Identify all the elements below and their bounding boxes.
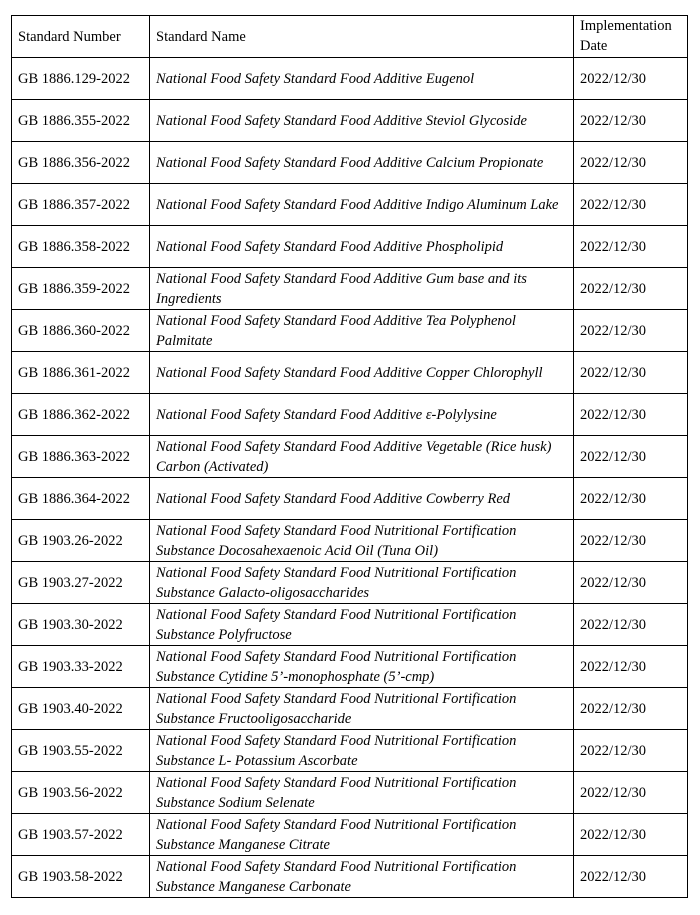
- implementation-date-cell: 2022/12/30: [574, 856, 688, 898]
- table-row: [12, 352, 688, 394]
- implementation-date-cell: 2022/12/30: [574, 100, 688, 142]
- standard-name-cell: National Food Safety Standard Food Nutritional Fortification Substance Manganese Carbonate: [150, 856, 574, 898]
- table-body: [12, 58, 688, 898]
- header-standard-number: Standard Number: [12, 16, 150, 58]
- implementation-date-cell: 2022/12/30: [574, 310, 688, 352]
- standard-name-cell: National Food Safety Standard Food Additive Tea Polyphenol Palmitate: [150, 310, 574, 352]
- implementation-date-cell: 2022/12/30: [574, 268, 688, 310]
- implementation-date-cell: 2022/12/30: [574, 814, 688, 856]
- implementation-date-cell: 2022/12/30: [574, 184, 688, 226]
- implementation-date-cell: 2022/12/30: [574, 646, 688, 688]
- standard-name-cell: National Food Safety Standard Food Additive Copper Chlorophyll: [150, 352, 574, 394]
- standard-name-cell: National Food Safety Standard Food Additive Cowberry Red: [150, 478, 574, 520]
- standard-number-cell: GB 1903.55-2022: [12, 730, 150, 772]
- standard-number-cell: GB 1903.30-2022: [12, 604, 150, 646]
- standard-name-cell: National Food Safety Standard Food Additive Indigo Aluminum Lake: [150, 184, 574, 226]
- standard-number-cell: GB 1886.358-2022: [12, 226, 150, 268]
- standard-name-cell: National Food Safety Standard Food Nutritional Fortification Substance Polyfructose: [150, 604, 574, 646]
- table-row: [12, 310, 688, 352]
- implementation-date-cell: 2022/12/30: [574, 226, 688, 268]
- standard-name-cell: National Food Safety Standard Food Additive Gum base and its Ingredients: [150, 268, 574, 310]
- table-row: [12, 226, 688, 268]
- standard-name-cell: National Food Safety Standard Food Additive Calcium Propionate: [150, 142, 574, 184]
- implementation-date-cell: 2022/12/30: [574, 436, 688, 478]
- implementation-date-cell: 2022/12/30: [574, 142, 688, 184]
- standard-name-cell: National Food Safety Standard Food Additive Phospholipid: [150, 226, 574, 268]
- implementation-date-cell: 2022/12/30: [574, 352, 688, 394]
- implementation-date-cell: 2022/12/30: [574, 394, 688, 436]
- table-row: [12, 730, 688, 772]
- standard-number-cell: GB 1886.357-2022: [12, 184, 150, 226]
- table-row: [12, 478, 688, 520]
- standard-number-cell: GB 1903.58-2022: [12, 856, 150, 898]
- standard-name-cell: National Food Safety Standard Food Additive Steviol Glycoside: [150, 100, 574, 142]
- table-row: [12, 268, 688, 310]
- standard-number-cell: GB 1886.129-2022: [12, 58, 150, 100]
- standard-name-cell: National Food Safety Standard Food Nutritional Fortification Substance Cytidine 5’-monophosphate (5’-cmp): [150, 646, 574, 688]
- standard-name-cell: National Food Safety Standard Food Additive ε-Polylysine: [150, 394, 574, 436]
- standard-number-cell: GB 1886.355-2022: [12, 100, 150, 142]
- table-row: [12, 58, 688, 100]
- standard-number-cell: GB 1903.26-2022: [12, 520, 150, 562]
- table-row: [12, 604, 688, 646]
- standard-name-cell: National Food Safety Standard Food Nutritional Fortification Substance Fructooligosaccharide: [150, 688, 574, 730]
- standard-name-cell: National Food Safety Standard Food Nutritional Fortification Substance Manganese Citrate: [150, 814, 574, 856]
- standard-number-cell: GB 1886.359-2022: [12, 268, 150, 310]
- table-row: [12, 184, 688, 226]
- table-row: [12, 688, 688, 730]
- implementation-date-cell: 2022/12/30: [574, 58, 688, 100]
- implementation-date-cell: 2022/12/30: [574, 478, 688, 520]
- standard-number-cell: GB 1903.33-2022: [12, 646, 150, 688]
- header-implementation-date: Implementation Date: [574, 16, 688, 58]
- table-row: [12, 772, 688, 814]
- standard-number-cell: GB 1886.364-2022: [12, 478, 150, 520]
- standard-number-cell: GB 1886.363-2022: [12, 436, 150, 478]
- implementation-date-cell: 2022/12/30: [574, 688, 688, 730]
- implementation-date-cell: 2022/12/30: [574, 520, 688, 562]
- table-header-row: [12, 16, 688, 58]
- standard-name-cell: National Food Safety Standard Food Nutritional Fortification Substance Docosahexaenoic Acid Oil (Tuna Oil): [150, 520, 574, 562]
- standard-name-cell: National Food Safety Standard Food Nutritional Fortification Substance L- Potassium Ascorbate: [150, 730, 574, 772]
- standard-name-cell: National Food Safety Standard Food Additive Eugenol: [150, 58, 574, 100]
- table-row: [12, 142, 688, 184]
- standard-number-cell: GB 1886.361-2022: [12, 352, 150, 394]
- table-row: [12, 100, 688, 142]
- header-standard-name: Standard Name: [150, 16, 574, 58]
- table-row: [12, 520, 688, 562]
- table-row: [12, 814, 688, 856]
- standard-number-cell: GB 1903.56-2022: [12, 772, 150, 814]
- table-row: [12, 562, 688, 604]
- implementation-date-cell: 2022/12/30: [574, 772, 688, 814]
- standard-number-cell: GB 1903.40-2022: [12, 688, 150, 730]
- standard-number-cell: GB 1886.356-2022: [12, 142, 150, 184]
- implementation-date-cell: 2022/12/30: [574, 604, 688, 646]
- implementation-date-cell: 2022/12/30: [574, 730, 688, 772]
- standards-table: [11, 15, 688, 898]
- implementation-date-cell: 2022/12/30: [574, 562, 688, 604]
- standard-number-cell: GB 1903.57-2022: [12, 814, 150, 856]
- standard-number-cell: GB 1886.362-2022: [12, 394, 150, 436]
- standard-name-cell: National Food Safety Standard Food Nutritional Fortification Substance Galacto-oligosaccharides: [150, 562, 574, 604]
- standard-name-cell: National Food Safety Standard Food Nutritional Fortification Substance Sodium Selenate: [150, 772, 574, 814]
- table-row: [12, 856, 688, 898]
- table-row: [12, 436, 688, 478]
- table-row: [12, 646, 688, 688]
- standard-number-cell: GB 1886.360-2022: [12, 310, 150, 352]
- standard-name-cell: National Food Safety Standard Food Additive Vegetable (Rice husk) Carbon (Activated): [150, 436, 574, 478]
- standard-number-cell: GB 1903.27-2022: [12, 562, 150, 604]
- table-row: [12, 394, 688, 436]
